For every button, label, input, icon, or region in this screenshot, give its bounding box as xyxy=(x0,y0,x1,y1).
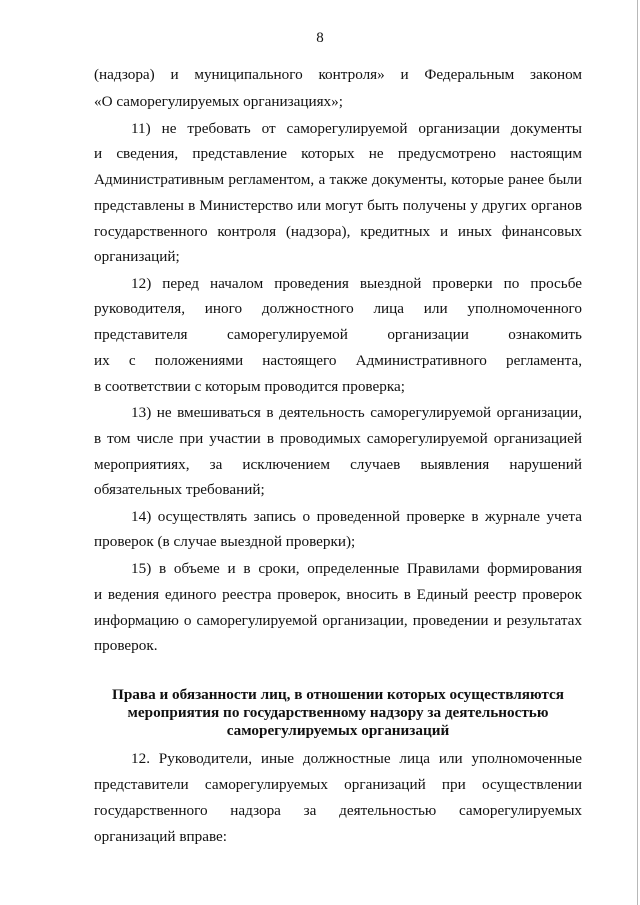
text-line: представители саморегулируемых организаций при осуществлении xyxy=(94,776,582,793)
text-line: 15) в объеме и в сроки, определенные Правилами формирования xyxy=(131,560,582,577)
text-line: «О саморегулируемых организациях»; xyxy=(94,93,343,110)
text-line: в соответствии с которым проводится проверка; xyxy=(94,378,405,395)
text-line: проверок (в случае выездной проверки); xyxy=(94,533,356,550)
text-line: представителя саморегулируемой организации ознакомить xyxy=(94,326,582,343)
text-line: обязательных требований; xyxy=(94,481,265,498)
text-line: в том числе при участии в проводимых саморегулируемой организацией xyxy=(94,430,582,447)
section-heading-line: мероприятия по государственному надзору за деятельностью xyxy=(127,704,549,721)
text-line: руководителя, иного должностного лица или уполномоченного xyxy=(94,300,582,317)
text-line: и сведения, представление которых не предусмотрено настоящим xyxy=(94,145,582,162)
text-line: организаций вправе: xyxy=(94,828,228,845)
text-line: мероприятиях, за исключением случаев выявления нарушений xyxy=(94,456,582,473)
section-heading-line: Права и обязанности лиц, в отношении которых осуществляются xyxy=(112,686,564,703)
scan-edge xyxy=(637,0,638,905)
text-line: 12) перед началом проведения выездной проверки по просьбе xyxy=(131,275,582,292)
text-line: их с положениями настоящего Административного регламента, xyxy=(94,352,582,369)
text-line: организаций; xyxy=(94,248,180,265)
page-number: 8 xyxy=(316,30,324,46)
text-line: государственного контроля (надзора), кредитных и иных финансовых xyxy=(94,223,582,240)
text-line: представлены в Министерство или могут быть получены у других органов xyxy=(94,197,582,214)
text-line: проверок. xyxy=(94,637,158,654)
text-line: 14) осуществлять запись о проведенной проверке в журнале учета xyxy=(131,508,582,525)
text-line: 13) не вмешиваться в деятельность саморегулируемой организации, xyxy=(131,404,582,421)
text-line: (надзора) и муниципального контроля» и Федеральным законом xyxy=(94,66,582,83)
text-line: государственного надзора за деятельностью саморегулируемых xyxy=(94,802,582,819)
section-heading-line: саморегулируемых организаций xyxy=(226,722,450,739)
text-line: 12. Руководители, иные должностные лица или уполномоченные xyxy=(131,750,582,767)
text-line: информацию о саморегулируемой организации, проведении и результатах xyxy=(94,612,582,629)
text-line: 11) не требовать от саморегулируемой организации документы xyxy=(131,120,582,137)
text-line: Административным регламентом, а также документы, которые ранее были xyxy=(94,171,582,188)
text-line: и ведения единого реестра проверок, вносить в Единый реестр проверок xyxy=(94,586,582,603)
